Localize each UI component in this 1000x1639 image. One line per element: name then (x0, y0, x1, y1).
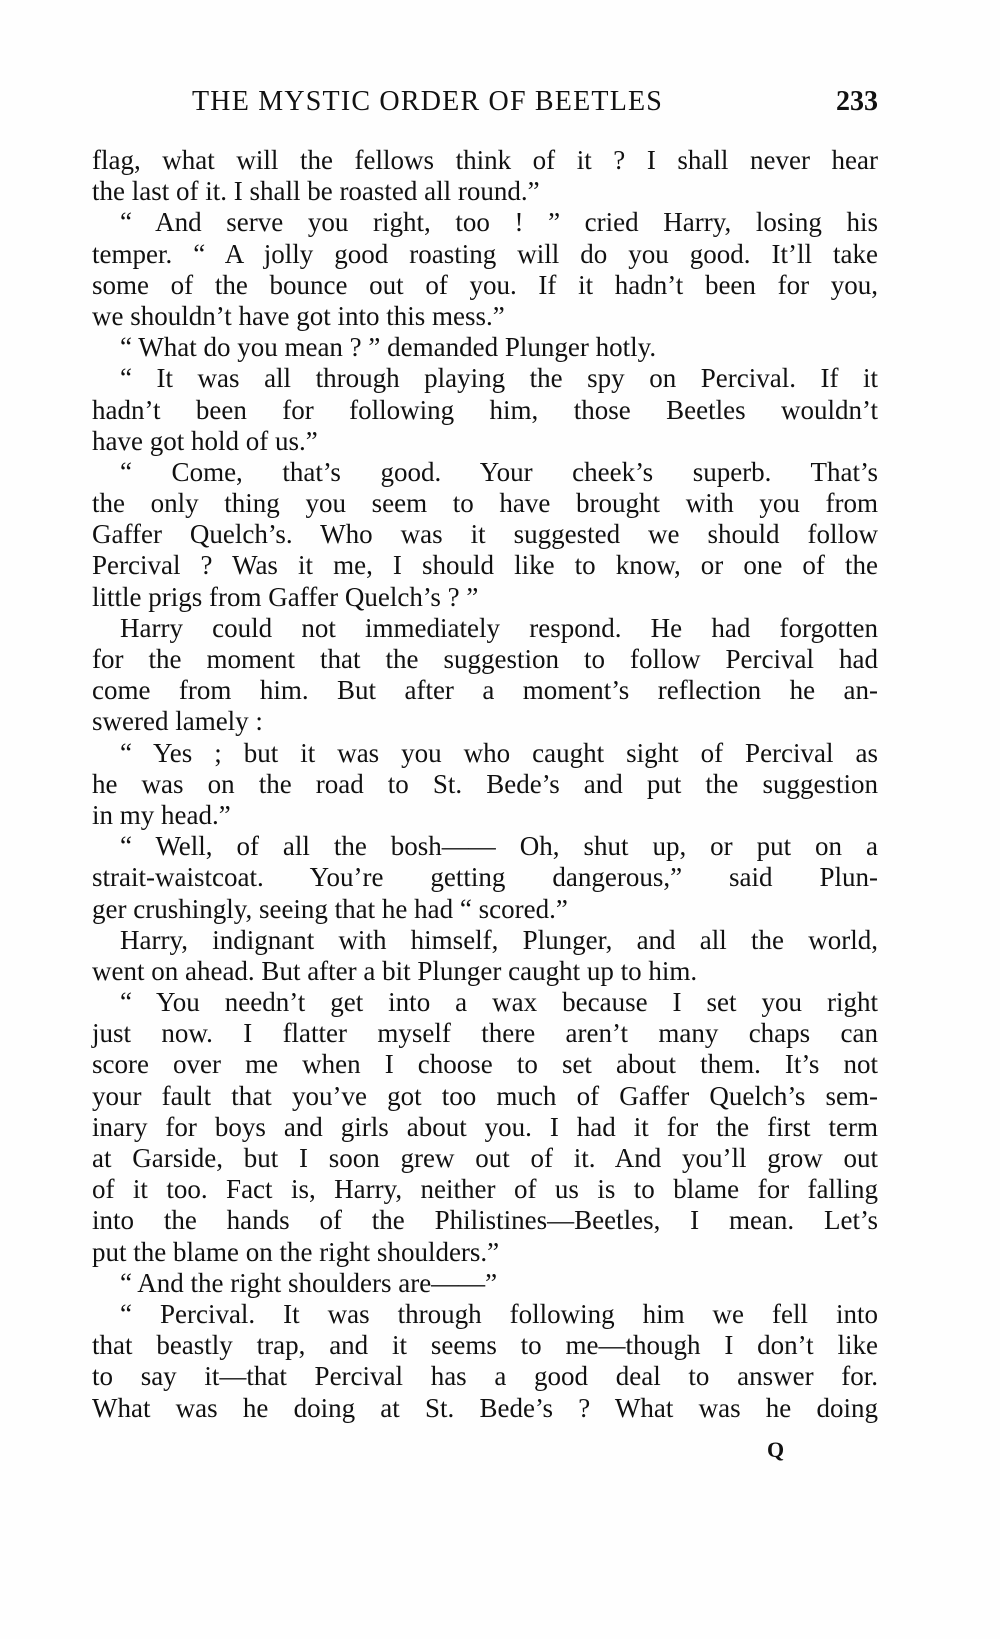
text-line: of it too. Fact is, Harry, neither of us is to blame for falling (92, 1174, 878, 1205)
text-line: ger crushingly, seeing that he had “ scored.” (92, 893, 568, 924)
text-line: the last of it. I shall be roasted all round.” (92, 176, 540, 207)
text-line: score over me when I choose to set about them. It’s not (92, 1049, 878, 1080)
text-line: into the hands of the Philistines—Beetles, I mean. Let’s (92, 1205, 878, 1236)
text-line: “ What do you mean ? ” demanded Plunger hotly. (120, 332, 657, 363)
text-line: Harry could not immediately respond. He had forgotten (120, 612, 878, 643)
running-head-title: THE MYSTIC ORDER OF BEETLES (192, 86, 664, 117)
text-line: in my head.” (92, 799, 231, 830)
page-header (92, 86, 878, 126)
text-line: Harry, indignant with himself, Plunger, and all the world, (120, 924, 878, 955)
body-text (92, 145, 878, 1424)
text-line: have got hold of us.” (92, 425, 318, 456)
text-line: for the moment that the suggestion to follow Percival had (92, 644, 878, 674)
text-line: your fault that you’ve got too much of Gaffer Quelch’s sem- (92, 1080, 878, 1111)
text-line: Percival ? Was it me, I should like to know, or one of the (92, 550, 878, 581)
text-line: “ And the right shoulders are——” (120, 1267, 498, 1298)
text-line: swered lamely : (92, 706, 263, 737)
text-line: “ Yes ; but it was you who caught sight of Percival as (120, 737, 878, 768)
text-line: “ You needn’t get into a wax because I set you right (120, 987, 878, 1018)
text-line: “ It was all through playing the spy on Percival. If it (120, 363, 878, 394)
text-line: What was he doing at St. Bede’s ? What was he doing (92, 1392, 878, 1423)
text-line: that beastly trap, and it seems to me—though I don’t like (92, 1330, 878, 1361)
text-line: went on ahead. But after a bit Plunger caught up to him. (92, 955, 698, 986)
text-line: “ Well, of all the bosh—— Oh, shut up, or put on a (120, 831, 878, 862)
text-line: to say it—that Percival has a good deal to answer for. (92, 1361, 878, 1392)
text-line: some of the bounce out of you. If it hadn’t been for you, (92, 269, 878, 300)
text-line: put the blame on the right shoulders.” (92, 1236, 500, 1267)
text-line: hadn’t been for following him, those Beetles wouldn’t (92, 394, 878, 425)
text-line: little prigs from Gaffer Quelch’s ? ” (92, 581, 479, 612)
text-line: strait-waistcoat. You’re getting dangerous,” said Plun- (92, 862, 878, 893)
text-line: “ Percival. It was through following him we fell into (120, 1298, 878, 1329)
text-line: inary for boys and girls about you. I had it for the first term (92, 1111, 878, 1142)
text-line: at Garside, but I soon grew out of it. And you’ll grow out (92, 1143, 878, 1173)
text-line: Gaffer Quelch’s. Who was it suggested we should follow (92, 519, 878, 550)
text-line: flag, what will the fellows think of it ? I shall never hear (92, 145, 878, 175)
signature-mark: Q (767, 1437, 785, 1462)
text-line: he was on the road to St. Bede’s and put the suggestion (92, 768, 878, 799)
page-number: 233 (836, 86, 878, 117)
text-line: we shouldn’t have got into this mess.” (92, 300, 505, 331)
text-line: the only thing you seem to have brought with you from (92, 488, 878, 519)
text-line: temper. “ A jolly good roasting will do you good. It’ll take (92, 238, 878, 269)
text-line: “ Come, that’s good. Your cheek’s superb. That’s (120, 456, 878, 487)
text-line: just now. I flatter myself there aren’t many chaps can (92, 1018, 878, 1049)
text-line: come from him. But after a moment’s reflection he an- (92, 675, 878, 706)
text-line: “ And serve you right, too ! ” cried Harry, losing his (120, 207, 878, 238)
